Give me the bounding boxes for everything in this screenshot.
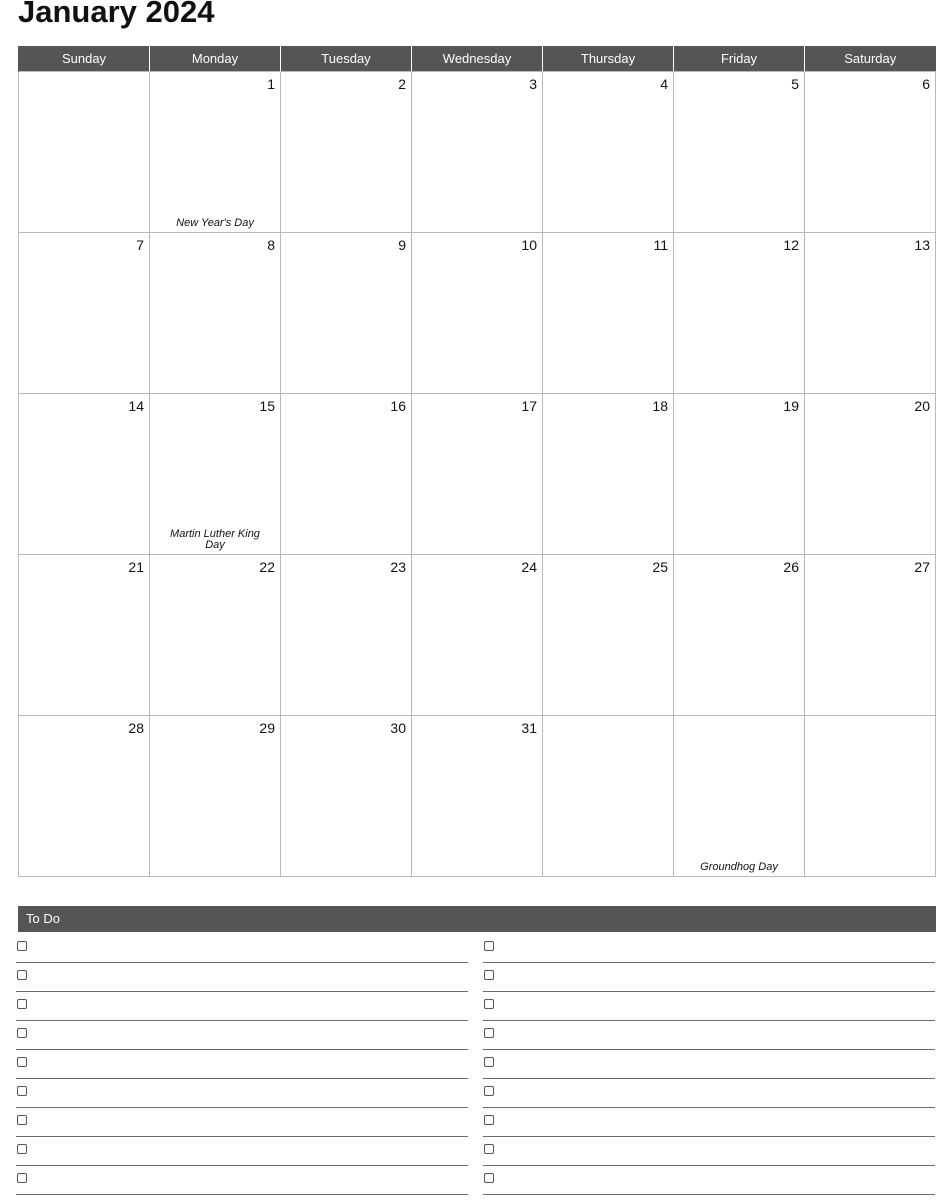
day-number: 13: [914, 237, 930, 253]
calendar-title: January 2024: [18, 0, 215, 29]
calendar-day-cell[interactable]: [150, 555, 281, 716]
todo-item[interactable]: [16, 963, 468, 992]
todo-item[interactable]: [16, 1050, 468, 1079]
day-number: 9: [398, 237, 406, 253]
calendar-day-cell[interactable]: [543, 233, 674, 394]
day-number: 16: [390, 398, 406, 414]
todo-item[interactable]: [16, 1079, 468, 1108]
calendar-day-cell[interactable]: [281, 394, 412, 555]
weekday-sunday: Sunday: [19, 46, 150, 72]
calendar-day-cell[interactable]: [412, 72, 543, 233]
day-number: 18: [652, 398, 668, 414]
calendar-day-cell[interactable]: [281, 555, 412, 716]
day-number: 21: [128, 559, 144, 575]
calendar-day-cell[interactable]: [674, 394, 805, 555]
day-number: 20: [914, 398, 930, 414]
day-number: 1: [267, 76, 275, 92]
calendar-week-row: [19, 72, 936, 233]
calendar-day-cell[interactable]: [19, 716, 150, 877]
calendar-day-cell[interactable]: [805, 555, 936, 716]
calendar-day-cell[interactable]: [543, 716, 674, 877]
todo-checkbox[interactable]: [17, 1057, 27, 1067]
day-number: 30: [390, 720, 406, 736]
weekday-wednesday: Wednesday: [412, 46, 543, 72]
day-number: 15: [259, 398, 275, 414]
todo-item[interactable]: [16, 1108, 468, 1137]
calendar-day-cell[interactable]: [281, 72, 412, 233]
day-number: 4: [660, 76, 668, 92]
day-number: 24: [521, 559, 537, 575]
day-number: 5: [791, 76, 799, 92]
calendar-day-cell[interactable]: [805, 716, 936, 877]
todo-checkbox[interactable]: [484, 1028, 494, 1038]
todo-checkbox[interactable]: [484, 1057, 494, 1067]
calendar-day-cell[interactable]: [19, 72, 150, 233]
calendar-day-cell[interactable]: [543, 72, 674, 233]
calendar-day-cell[interactable]: [412, 555, 543, 716]
day-number: 10: [521, 237, 537, 253]
calendar-day-cell[interactable]: [150, 72, 281, 233]
day-number: 6: [922, 76, 930, 92]
calendar-day-cell[interactable]: [281, 233, 412, 394]
day-number: 7: [136, 237, 144, 253]
todo-item[interactable]: [483, 934, 935, 963]
todo-item[interactable]: [16, 1166, 468, 1195]
weekday-saturday: Saturday: [805, 46, 936, 72]
calendar-week-row: [19, 555, 936, 716]
weekday-monday: Monday: [150, 46, 281, 72]
todo-checkbox[interactable]: [17, 1144, 27, 1154]
todo-item[interactable]: [16, 1137, 468, 1166]
day-number: 23: [390, 559, 406, 575]
todo-item[interactable]: [483, 992, 935, 1021]
todo-list-left: [16, 934, 468, 1195]
todo-item[interactable]: [483, 1166, 935, 1195]
calendar-day-cell[interactable]: [674, 555, 805, 716]
todo-checkbox[interactable]: [17, 941, 27, 951]
calendar-day-cell[interactable]: [674, 233, 805, 394]
todo-checkbox[interactable]: [484, 1144, 494, 1154]
weekday-tuesday: Tuesday: [281, 46, 412, 72]
calendar-week-row: [19, 233, 936, 394]
todo-checkbox[interactable]: [17, 1173, 27, 1183]
calendar-week-row: [19, 716, 936, 877]
calendar-day-cell[interactable]: [543, 394, 674, 555]
calendar-day-cell[interactable]: [805, 394, 936, 555]
day-number: 25: [652, 559, 668, 575]
day-number: 31: [521, 720, 537, 736]
todo-checkbox[interactable]: [484, 1115, 494, 1125]
calendar-day-cell[interactable]: [19, 555, 150, 716]
todo-checkbox[interactable]: [17, 999, 27, 1009]
day-number: 8: [267, 237, 275, 253]
weekday-header-row: [19, 46, 936, 72]
day-number: 14: [128, 398, 144, 414]
day-number: 11: [653, 237, 668, 253]
holiday-label: Groundhog Day: [700, 861, 778, 873]
weekday-friday: Friday: [674, 46, 805, 72]
calendar-day-cell[interactable]: [412, 394, 543, 555]
todo-item[interactable]: [483, 963, 935, 992]
day-number: 27: [914, 559, 930, 575]
holiday-label: New Year's Day: [176, 217, 254, 229]
day-number: 17: [521, 398, 537, 414]
todo-item[interactable]: [483, 1021, 935, 1050]
calendar-day-cell[interactable]: [412, 716, 543, 877]
todo-checkbox[interactable]: [17, 970, 27, 980]
todo-checkbox[interactable]: [484, 970, 494, 980]
calendar-day-cell[interactable]: [281, 716, 412, 877]
calendar-day-cell[interactable]: [543, 555, 674, 716]
calendar-day-cell[interactable]: [674, 716, 805, 877]
day-number: 19: [783, 398, 799, 414]
calendar-day-cell[interactable]: [412, 233, 543, 394]
day-number: 12: [783, 237, 799, 253]
calendar-day-cell[interactable]: [150, 233, 281, 394]
todo-checkbox[interactable]: [484, 941, 494, 951]
todo-checkbox[interactable]: [484, 1086, 494, 1096]
todo-checkbox[interactable]: [17, 1086, 27, 1096]
calendar-day-cell[interactable]: [150, 394, 281, 555]
todo-item[interactable]: [16, 1021, 468, 1050]
day-number: 3: [529, 76, 537, 92]
calendar-day-cell[interactable]: [19, 394, 150, 555]
day-number: 28: [128, 720, 144, 736]
calendar-day-cell[interactable]: [805, 233, 936, 394]
calendar-day-cell[interactable]: [674, 72, 805, 233]
todo-header: To Do: [18, 906, 936, 932]
todo-checkbox[interactable]: [17, 1115, 27, 1125]
day-number: 29: [259, 720, 275, 736]
todo-checkbox[interactable]: [17, 1028, 27, 1038]
todo-item[interactable]: [483, 1050, 935, 1079]
calendar-week-row: [19, 394, 936, 555]
day-number: 26: [783, 559, 799, 575]
day-number: 22: [259, 559, 275, 575]
calendar-day-cell[interactable]: [150, 716, 281, 877]
calendar-day-cell[interactable]: [19, 233, 150, 394]
todo-item[interactable]: [16, 934, 468, 963]
calendar-day-cell[interactable]: [805, 72, 936, 233]
todo-checkbox[interactable]: [484, 1173, 494, 1183]
weekday-thursday: Thursday: [543, 46, 674, 72]
todo-list-right: [483, 934, 935, 1195]
calendar-grid: [18, 46, 936, 877]
todo-item[interactable]: [16, 992, 468, 1021]
day-number: 2: [398, 76, 406, 92]
todo-item[interactable]: [483, 1108, 935, 1137]
todo-checkbox[interactable]: [484, 999, 494, 1009]
todo-item[interactable]: [483, 1137, 935, 1166]
holiday-label: Martin Luther King Day: [170, 528, 260, 551]
todo-item[interactable]: [483, 1079, 935, 1108]
